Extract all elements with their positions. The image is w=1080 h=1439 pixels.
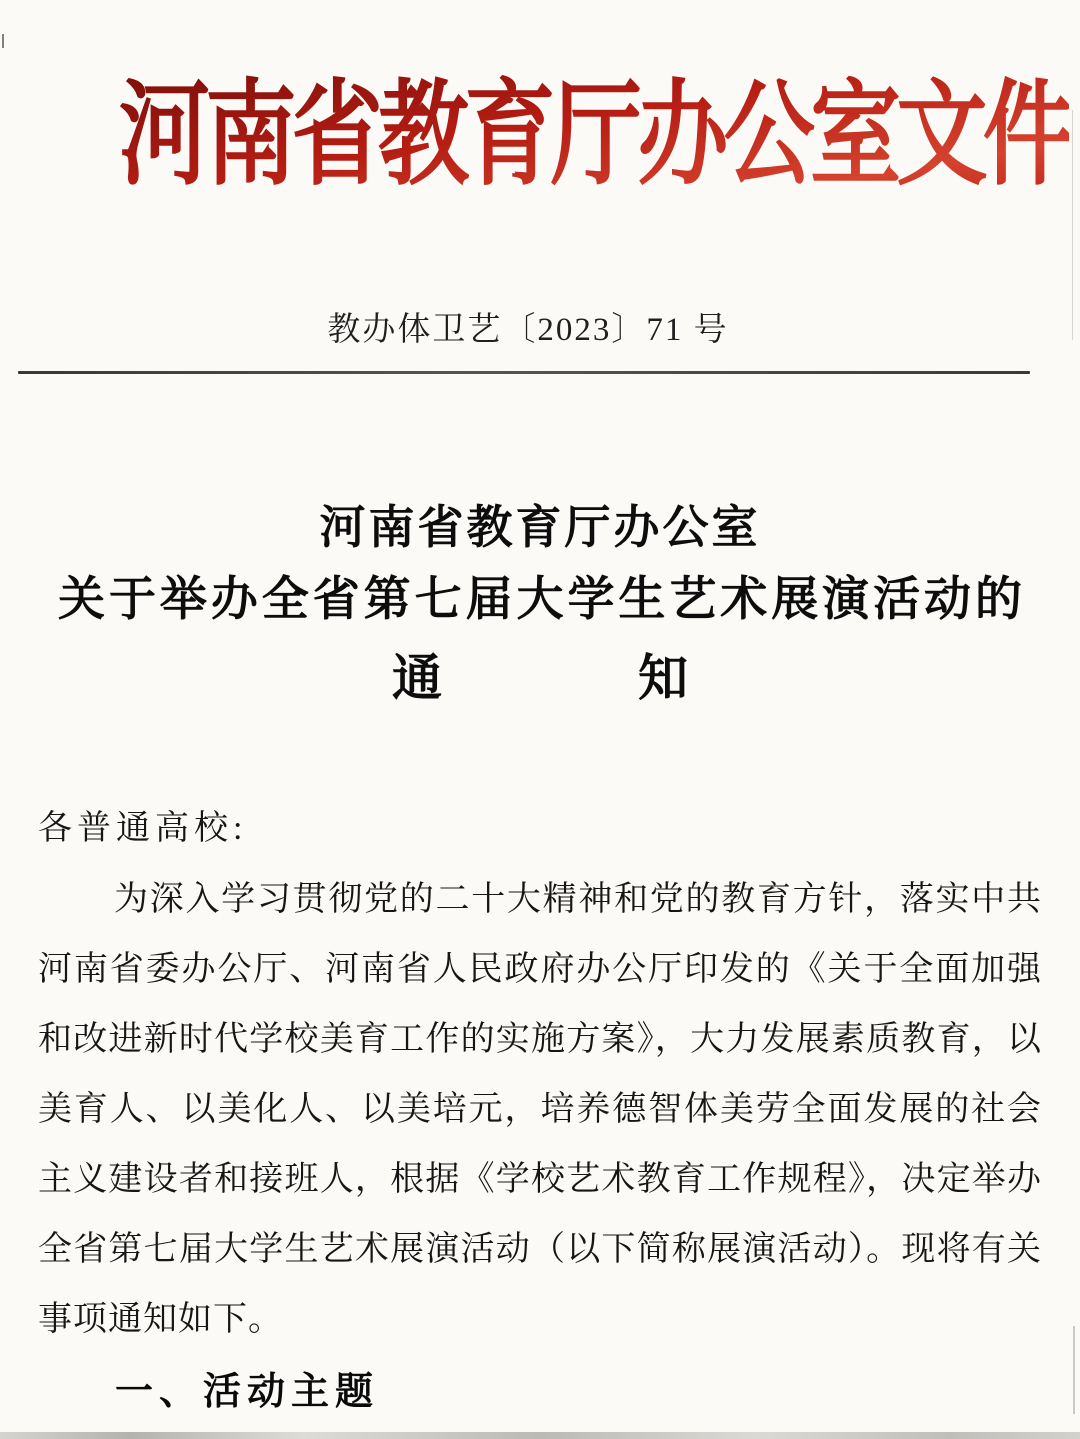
document-number: 教办体卫艺〔2023〕71 号 (327, 312, 729, 348)
title-char-zhi: 知 (638, 650, 688, 706)
scan-artifact-bottom-band (0, 1432, 1080, 1439)
salutation: 各普通高校: (38, 810, 248, 847)
paragraph-line: 为深入学习贯彻党的二十大精神和党的教育方针，落实中共 (114, 881, 1042, 918)
separator-line (18, 371, 1030, 374)
red-header-banner (0, 72, 1080, 200)
title-line-1: 河南省教育厅办公室 (319, 501, 761, 553)
paragraph-line: 全省第七届大学生艺术展演活动（以下简称展演活动）。现将有关 (38, 1231, 1042, 1268)
section-heading: 一、活动主题 (115, 1371, 380, 1413)
scan-artifact-corner-mark (2, 34, 4, 48)
title-line-3 (0, 646, 1080, 710)
title-line-2: 关于举办全省第七届大学生艺术展演活动的 (58, 572, 1022, 625)
scan-artifact-right-edge (1073, 1326, 1075, 1414)
document-title (0, 496, 1080, 710)
title-char-tong: 通 (392, 650, 442, 706)
paragraph-line: 事项通知如下。 (38, 1301, 283, 1338)
paragraph-line: 主义建设者和接班人，根据《学校艺术教育工作规程》，决定举办 (38, 1161, 1042, 1198)
paragraph-line: 美育人、以美化人、以美培元，培养德智体美劳全面发展的社会 (38, 1091, 1042, 1128)
paragraph-line: 河南省委办公厅、河南省人民政府办公厅印发的《关于全面加强 (38, 951, 1042, 988)
document-body (38, 792, 1042, 1429)
paragraph-line: 和改进新时代学校美育工作的实施方案》，大力发展素质教育，以 (38, 1021, 1042, 1058)
banner-title-text: 河南省教育厅办公室文件 (118, 72, 1070, 199)
